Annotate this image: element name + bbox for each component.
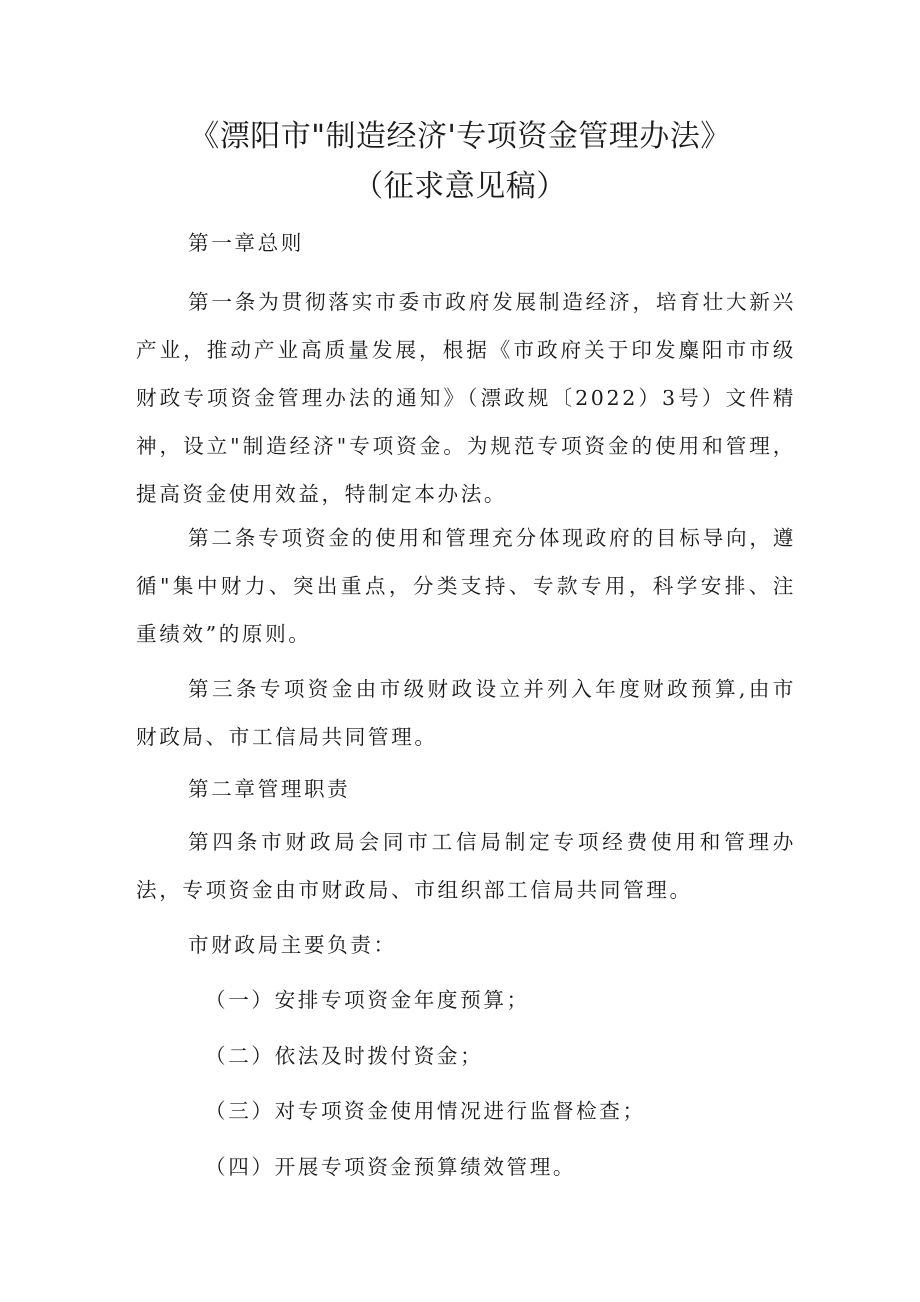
duty-item: （二）依法及时拨付资金； (205, 1044, 484, 1068)
chapter-2-heading: 第二章管理职责 (188, 777, 351, 801)
article-1: 第一条为贯彻落实市委市政府发展制造经济，培育壮大新兴产业，推动产业高质量发展，根据《市政府关于印发麋阳市市级财政专项资金管理办法的通知》（漂政规〔2022）3号）文件精神，设立"制造经济"专项资金。为规范专项资金的使用和管理，提高资金使用效益，特制定本办法。 (136, 290, 796, 506)
finance-duties-heading: 市财政局主要负责： (188, 933, 397, 957)
article-3: 第三条专项资金由市级财政设立并列入年度财政预算,由市财政局、市工信局共同管理。 (136, 677, 796, 749)
document-subtitle: （征求意见稿） (353, 169, 567, 204)
article-4: 第四条市财政局会同市工信局制定专项经费使用和管理办法，专项资金由市财政局、市组织部工信局共同管理。 (136, 830, 796, 902)
duty-item: （四）开展专项资金预算绩效管理。 (205, 1155, 577, 1179)
chapter-1-heading: 第一章总则 (188, 231, 304, 255)
duty-item: （一）安排专项资金年度预算； (205, 988, 530, 1012)
duty-item: （三）对专项资金使用情况进行监督检查； (205, 1099, 646, 1123)
article-2: 第二条专项资金的使用和管理充分体现政府的目标导向，遵循"集中财力、突出重点，分类支持、专款专用，科学安排、注重绩效”的原则。 (136, 526, 796, 646)
document-title: 《漂阳市"制造经济'专项资金管理办法》 (189, 119, 731, 154)
